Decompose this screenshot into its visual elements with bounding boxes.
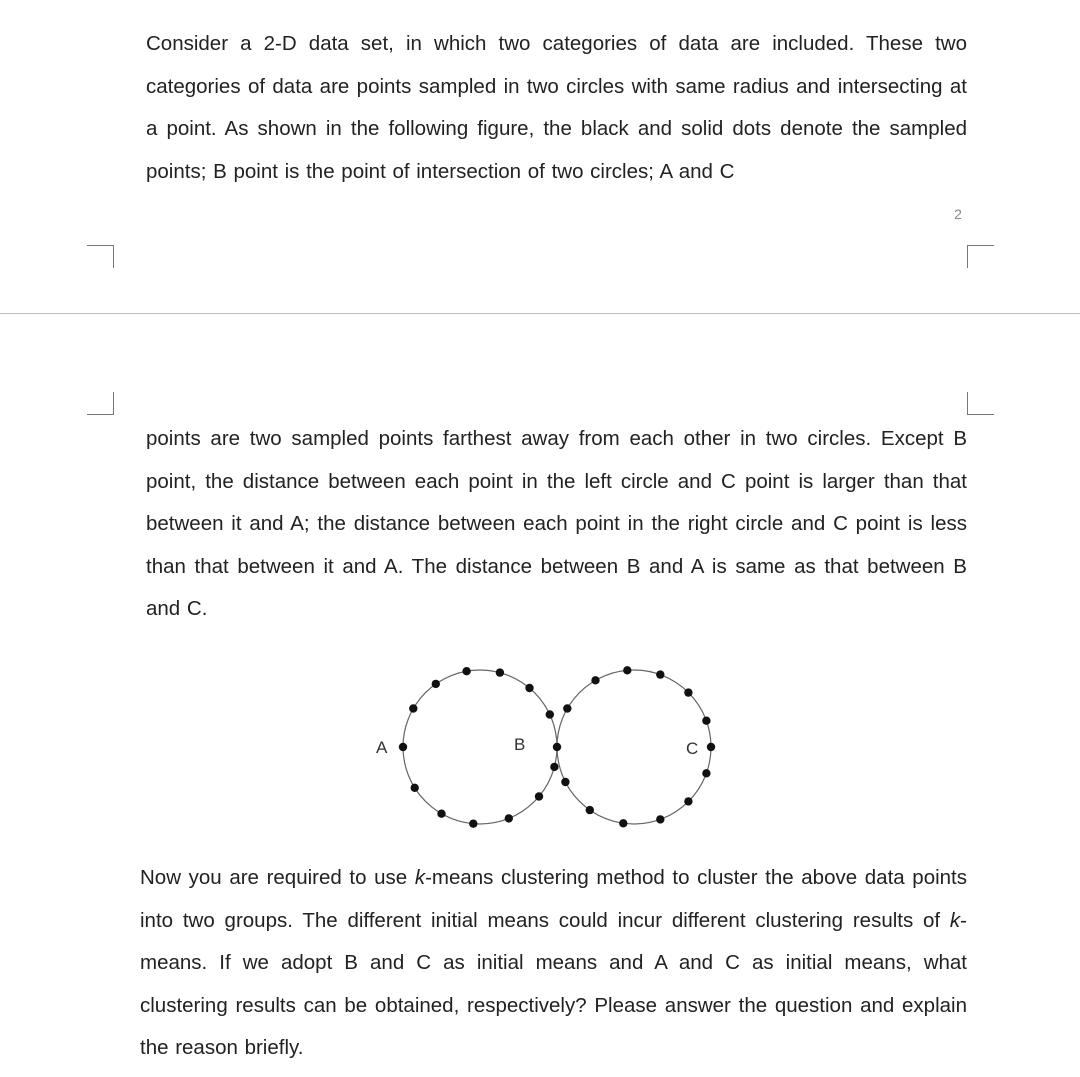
two-circles-diagram (360, 650, 730, 835)
crop-mark-top-left (87, 245, 114, 268)
right-circle-dot (561, 778, 569, 786)
left-circle (403, 670, 557, 824)
k-variable: k (414, 866, 426, 889)
left-circle-dot (550, 763, 558, 771)
label-c: C (686, 739, 699, 758)
question-text-2: -means clustering method to cluster the above data points into two groups. The different initial means could incur different clustering results of (140, 866, 967, 932)
page-number: 2 (954, 206, 962, 222)
left-circle-dot (399, 743, 407, 751)
right-circle-dot (707, 743, 715, 751)
label-a: A (376, 738, 388, 757)
right-circle-dot (586, 806, 594, 814)
left-circle-dot (496, 668, 504, 676)
left-circle-dot (437, 810, 445, 818)
left-circle-dot (469, 820, 477, 828)
left-circle-dot (505, 814, 513, 822)
left-circle-dot (553, 743, 561, 751)
right-circle-dot (656, 815, 664, 823)
paragraph-question (140, 857, 967, 1070)
left-circle-dot (411, 784, 419, 792)
left-circle-dot (409, 704, 417, 712)
label-b: B (514, 735, 526, 754)
paragraph-description: points are two sampled points farthest away from each other in two circles. Except B point, the distance between each point in the left circle and C point is larger than that between it and A; the distance between each point in the right circle and C point is less than that between it and A. The distance between B and A is same as that between B and C. (146, 427, 967, 620)
right-circle-dot (623, 666, 631, 674)
question-text-1: Now you are required to use (140, 866, 415, 889)
right-circle-dot (619, 819, 627, 827)
question-text-3: -means. If we adopt B and C as initial means and A and C as initial means, what clustering results can be obtained, respectively? Please answer the question and explain the reason briefly. (140, 908, 967, 1059)
two-circles-figure (360, 650, 730, 835)
k-variable: k (949, 908, 961, 932)
crop-mark-bottom-left (87, 392, 114, 415)
crop-mark-top-right (967, 245, 994, 268)
crop-mark-bottom-right (967, 392, 994, 415)
left-circle-dot (525, 684, 533, 692)
left-circle-dot (535, 792, 543, 800)
right-circle-dot (702, 717, 710, 725)
left-circle-dot (462, 667, 470, 675)
right-circle-dot (656, 670, 664, 678)
left-circle-dot (546, 710, 554, 718)
right-circle-dot (684, 797, 692, 805)
right-circle-dot (591, 676, 599, 684)
right-circle-dot (702, 769, 710, 777)
right-circle-dot (684, 688, 692, 696)
right-circle-dot (563, 704, 571, 712)
page-separator (0, 313, 1080, 314)
left-circle-dot (432, 680, 440, 688)
paragraph-intro: Consider a 2-D data set, in which two categories of data are included. These two categories of data are points sampled in two circles with same radius and intersecting at a point. As shown in the following figure, the black and solid dots denote the sampled points; B point is the point of intersection of two circles; A and C (146, 32, 967, 183)
